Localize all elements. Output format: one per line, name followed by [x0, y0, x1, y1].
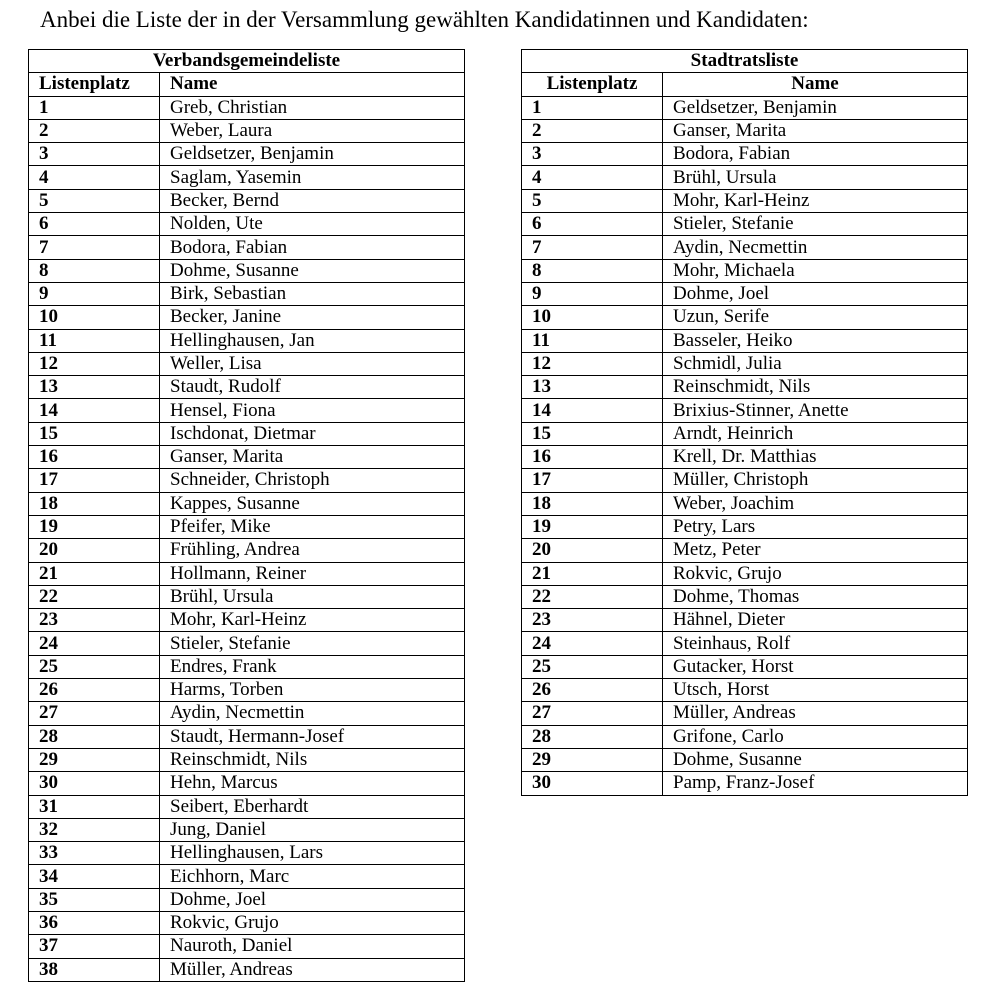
list-place: 12: [522, 352, 663, 375]
candidate-name: Frühling, Andrea: [160, 539, 465, 562]
list-place: 19: [29, 515, 160, 538]
candidate-name: Jung, Daniel: [160, 818, 465, 841]
table-row: [29, 492, 465, 515]
list-place: 6: [29, 213, 160, 236]
candidate-name: Dohme, Joel: [160, 888, 465, 911]
column-header-name: Name: [663, 73, 968, 96]
table-row: [29, 282, 465, 305]
table-row: [29, 446, 465, 469]
table-row: [522, 562, 968, 585]
list-place: 20: [522, 539, 663, 562]
list-place: 26: [522, 679, 663, 702]
list-place: 21: [522, 562, 663, 585]
candidate-name: Becker, Janine: [160, 306, 465, 329]
table-row: [29, 213, 465, 236]
table-row: [29, 119, 465, 142]
column-header-place: Listenplatz: [522, 73, 663, 96]
candidate-name: Weber, Laura: [160, 119, 465, 142]
table-row: [29, 376, 465, 399]
table-row: [522, 492, 968, 515]
list-place: 2: [522, 119, 663, 142]
candidate-name: Reinschmidt, Nils: [160, 748, 465, 771]
table-row: [29, 702, 465, 725]
table-row: [522, 772, 968, 795]
table-row: [522, 632, 968, 655]
candidate-name: Brixius-Stinner, Anette: [663, 399, 968, 422]
candidate-name: Stieler, Stefanie: [160, 632, 465, 655]
table-row: [522, 539, 968, 562]
list-place: 24: [522, 632, 663, 655]
candidate-name: Mohr, Michaela: [663, 259, 968, 282]
table-row: [29, 935, 465, 958]
table-row: [522, 609, 968, 632]
list-place: 33: [29, 842, 160, 865]
candidate-name: Harms, Torben: [160, 679, 465, 702]
table-row: [522, 679, 968, 702]
table-row: [522, 469, 968, 492]
table-row: [29, 96, 465, 119]
list-place: 15: [29, 422, 160, 445]
table-header-row: [29, 73, 465, 96]
table-row: [522, 143, 968, 166]
candidate-name: Aydin, Necmettin: [663, 236, 968, 259]
candidate-name: Krell, Dr. Matthias: [663, 446, 968, 469]
list-place: 6: [522, 213, 663, 236]
table-row: [522, 352, 968, 375]
list-place: 8: [29, 259, 160, 282]
list-place: 28: [522, 725, 663, 748]
candidate-name: Hehn, Marcus: [160, 772, 465, 795]
table-row: [29, 911, 465, 934]
table-row: [29, 795, 465, 818]
candidate-name: Hensel, Fiona: [160, 399, 465, 422]
candidate-name: Saglam, Yasemin: [160, 166, 465, 189]
list-place: 4: [29, 166, 160, 189]
table-row: [29, 772, 465, 795]
list-place: 34: [29, 865, 160, 888]
candidate-name: Dohme, Thomas: [663, 585, 968, 608]
table-row: [522, 306, 968, 329]
table-row: [29, 306, 465, 329]
candidate-name: Weber, Joachim: [663, 492, 968, 515]
table-row: [522, 422, 968, 445]
candidate-name: Hollmann, Reiner: [160, 562, 465, 585]
list-place: 11: [29, 329, 160, 352]
table-row: [29, 609, 465, 632]
candidate-name: Utsch, Horst: [663, 679, 968, 702]
list-place: 9: [522, 282, 663, 305]
candidate-name: Kappes, Susanne: [160, 492, 465, 515]
table-row: [522, 585, 968, 608]
candidate-name: Bodora, Fabian: [160, 236, 465, 259]
list-place: 14: [29, 399, 160, 422]
candidate-name: Brühl, Ursula: [160, 585, 465, 608]
list-place: 2: [29, 119, 160, 142]
candidate-name: Dohme, Susanne: [160, 259, 465, 282]
list-place: 19: [522, 515, 663, 538]
list-place: 22: [522, 585, 663, 608]
candidate-name: Ganser, Marita: [663, 119, 968, 142]
list-place: 7: [29, 236, 160, 259]
candidate-name: Staudt, Hermann-Josef: [160, 725, 465, 748]
candidate-name: Schmidl, Julia: [663, 352, 968, 375]
table-row: [29, 143, 465, 166]
candidate-name: Müller, Christoph: [663, 469, 968, 492]
table-row: [29, 888, 465, 911]
list-place: 5: [522, 189, 663, 212]
table-title: Verbandsgemeindeliste: [29, 50, 465, 73]
table-title-row: [29, 50, 465, 73]
candidate-name: Rokvic, Grujo: [160, 911, 465, 934]
table-row: [522, 702, 968, 725]
candidate-name: Mohr, Karl-Heinz: [663, 189, 968, 212]
candidate-name: Becker, Bernd: [160, 189, 465, 212]
table-row: [522, 376, 968, 399]
list-place: 32: [29, 818, 160, 841]
candidate-name: Schneider, Christoph: [160, 469, 465, 492]
table-row: [29, 748, 465, 771]
list-place: 18: [29, 492, 160, 515]
candidate-name: Aydin, Necmettin: [160, 702, 465, 725]
list-place: 29: [29, 748, 160, 771]
list-place: 17: [522, 469, 663, 492]
table-row: [522, 748, 968, 771]
candidate-name: Hellinghausen, Lars: [160, 842, 465, 865]
list-place: 38: [29, 958, 160, 981]
list-place: 16: [522, 446, 663, 469]
candidate-name: Müller, Andreas: [160, 958, 465, 981]
list-place: 27: [522, 702, 663, 725]
table-row: [29, 562, 465, 585]
candidate-name: Bodora, Fabian: [663, 143, 968, 166]
list-place: 30: [29, 772, 160, 795]
list-place: 27: [29, 702, 160, 725]
candidate-name: Geldsetzer, Benjamin: [160, 143, 465, 166]
list-place: 15: [522, 422, 663, 445]
list-place: 14: [522, 399, 663, 422]
list-place: 29: [522, 748, 663, 771]
list-place: 35: [29, 888, 160, 911]
candidate-name: Gutacker, Horst: [663, 655, 968, 678]
list-place: 30: [522, 772, 663, 795]
table-row: [29, 725, 465, 748]
table-row: [522, 236, 968, 259]
list-place: 25: [29, 655, 160, 678]
list-place: 37: [29, 935, 160, 958]
stadtrat-table: [521, 49, 968, 796]
candidate-name: Endres, Frank: [160, 655, 465, 678]
list-place: 11: [522, 329, 663, 352]
list-place: 26: [29, 679, 160, 702]
table-row: [29, 679, 465, 702]
candidate-name: Dohme, Joel: [663, 282, 968, 305]
list-place: 8: [522, 259, 663, 282]
list-place: 3: [29, 143, 160, 166]
list-place: 3: [522, 143, 663, 166]
table-row: [522, 213, 968, 236]
list-place: 16: [29, 446, 160, 469]
list-place: 36: [29, 911, 160, 934]
candidate-name: Reinschmidt, Nils: [663, 376, 968, 399]
table-row: [522, 725, 968, 748]
candidate-name: Birk, Sebastian: [160, 282, 465, 305]
table-row: [29, 469, 465, 492]
list-place: 20: [29, 539, 160, 562]
candidate-name: Rokvic, Grujo: [663, 562, 968, 585]
table-row: [522, 189, 968, 212]
candidate-name: Stieler, Stefanie: [663, 213, 968, 236]
table-row: [522, 96, 968, 119]
table-row: [29, 655, 465, 678]
candidate-name: Pamp, Franz-Josef: [663, 772, 968, 795]
list-place: 13: [522, 376, 663, 399]
list-place: 31: [29, 795, 160, 818]
list-place: 1: [522, 96, 663, 119]
table-row: [29, 236, 465, 259]
list-place: 23: [29, 609, 160, 632]
candidate-name: Seibert, Eberhardt: [160, 795, 465, 818]
table-row: [29, 399, 465, 422]
table-row: [29, 958, 465, 981]
list-place: 13: [29, 376, 160, 399]
candidate-name: Brühl, Ursula: [663, 166, 968, 189]
table-row: [522, 399, 968, 422]
table-row: [29, 515, 465, 538]
table-row: [29, 352, 465, 375]
table-row: [29, 166, 465, 189]
table-row: [29, 842, 465, 865]
candidate-name: Mohr, Karl-Heinz: [160, 609, 465, 632]
table-row: [29, 818, 465, 841]
list-place: 4: [522, 166, 663, 189]
candidate-name: Ganser, Marita: [160, 446, 465, 469]
candidate-name: Grifone, Carlo: [663, 725, 968, 748]
table-row: [29, 422, 465, 445]
list-place: 1: [29, 96, 160, 119]
candidate-name: Basseler, Heiko: [663, 329, 968, 352]
list-place: 28: [29, 725, 160, 748]
table-header-row: [522, 73, 968, 96]
list-place: 18: [522, 492, 663, 515]
table-row: [29, 329, 465, 352]
table-row: [29, 585, 465, 608]
candidate-name: Nauroth, Daniel: [160, 935, 465, 958]
candidate-name: Eichhorn, Marc: [160, 865, 465, 888]
list-place: 23: [522, 609, 663, 632]
list-place: 10: [522, 306, 663, 329]
candidate-name: Ischdonat, Dietmar: [160, 422, 465, 445]
table-row: [522, 119, 968, 142]
list-place: 9: [29, 282, 160, 305]
table-row: [29, 189, 465, 212]
table-row: [522, 259, 968, 282]
candidate-name: Metz, Peter: [663, 539, 968, 562]
candidate-name: Uzun, Serife: [663, 306, 968, 329]
candidate-name: Weller, Lisa: [160, 352, 465, 375]
list-place: 25: [522, 655, 663, 678]
candidate-name: Petry, Lars: [663, 515, 968, 538]
list-place: 10: [29, 306, 160, 329]
list-place: 12: [29, 352, 160, 375]
table-row: [522, 329, 968, 352]
candidate-name: Steinhaus, Rolf: [663, 632, 968, 655]
intro-text: Anbei die Liste der in der Versammlung gewählten Kandidatinnen und Kandidaten:: [40, 7, 809, 32]
table-row: [522, 166, 968, 189]
table-row: [522, 515, 968, 538]
candidate-name: Hähnel, Dieter: [663, 609, 968, 632]
table-row: [29, 259, 465, 282]
table-row: [29, 865, 465, 888]
table-title-row: [522, 50, 968, 73]
table-row: [522, 282, 968, 305]
candidate-name: Pfeifer, Mike: [160, 515, 465, 538]
verbandsgemeinde-table: [28, 49, 465, 982]
column-header-name: Name: [160, 73, 465, 96]
table-row: [522, 446, 968, 469]
table-row: [29, 539, 465, 562]
list-place: 22: [29, 585, 160, 608]
list-place: 5: [29, 189, 160, 212]
list-place: 24: [29, 632, 160, 655]
candidate-name: Müller, Andreas: [663, 702, 968, 725]
candidate-name: Arndt, Heinrich: [663, 422, 968, 445]
candidate-name: Nolden, Ute: [160, 213, 465, 236]
list-place: 7: [522, 236, 663, 259]
candidate-name: Greb, Christian: [160, 96, 465, 119]
candidate-name: Geldsetzer, Benjamin: [663, 96, 968, 119]
list-place: 17: [29, 469, 160, 492]
candidate-name: Hellinghausen, Jan: [160, 329, 465, 352]
list-place: 21: [29, 562, 160, 585]
column-header-place: Listenplatz: [29, 73, 160, 96]
table-title: Stadtratsliste: [522, 50, 968, 73]
table-row: [522, 655, 968, 678]
candidate-name: Staudt, Rudolf: [160, 376, 465, 399]
candidate-name: Dohme, Susanne: [663, 748, 968, 771]
table-row: [29, 632, 465, 655]
